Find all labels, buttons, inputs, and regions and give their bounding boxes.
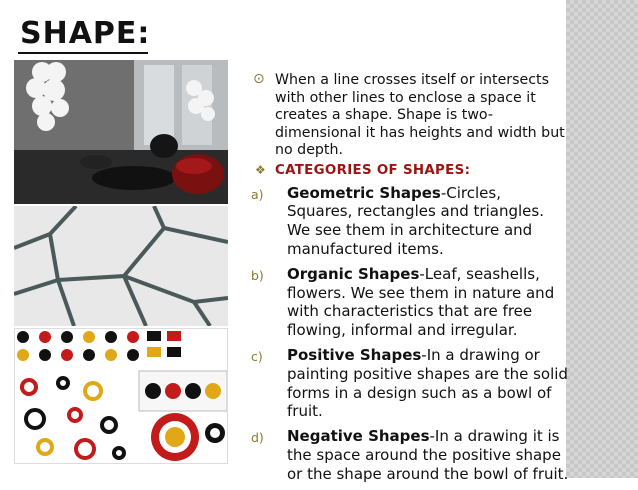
geometric-collage-image	[14, 328, 228, 464]
intro-bullet	[251, 72, 571, 160]
list-item	[251, 346, 571, 421]
list-desc: -In a drawing it is the space around the positive shape or the shape around the bowl of fruit.	[287, 427, 569, 483]
slide-body	[251, 72, 571, 490]
list-letter: d)	[251, 430, 264, 446]
target-bullet-icon: ⊙	[253, 71, 265, 87]
list-desc: -Leaf, seashells, flowers. We see them in nature and with characteristics that are free flowing, informal and irregular.	[287, 264, 555, 340]
list-item	[251, 265, 571, 340]
decorative-side-band	[566, 0, 638, 478]
list-term: Organic Shapes	[287, 264, 420, 283]
categories-heading: CATEGORIES OF SHAPES:	[275, 162, 471, 178]
list-letter: c)	[251, 348, 263, 364]
list-letter: b)	[251, 267, 264, 283]
title-underline	[18, 52, 148, 54]
list-term: Positive Shapes	[287, 345, 422, 364]
polygon-ceiling-photo	[14, 206, 228, 326]
list-letter: a)	[251, 186, 264, 202]
diamond-bullet-icon: ❖	[255, 162, 267, 177]
intro-text: When a line crosses itself or intersects with other lines to enclose a space it creates a shape. Shape is two-dimensional it has heights and width but no depth.	[275, 72, 565, 159]
list-desc: -In a drawing or painting positive shapes are the solid forms in a design such as a bowl of fruit.	[287, 345, 568, 421]
list-desc: -Circles, Squares, rectangles and triangles. We see them in architecture and manufactured items.	[287, 183, 544, 258]
shape-categories-list	[251, 184, 571, 484]
list-item	[251, 184, 571, 259]
categories-heading-row	[251, 162, 571, 180]
list-item	[251, 427, 571, 483]
interior-photo	[14, 60, 228, 204]
list-term: Geometric Shapes	[287, 183, 441, 202]
list-term: Negative Shapes	[287, 427, 430, 446]
slide-title: SHAPE:	[20, 16, 151, 51]
